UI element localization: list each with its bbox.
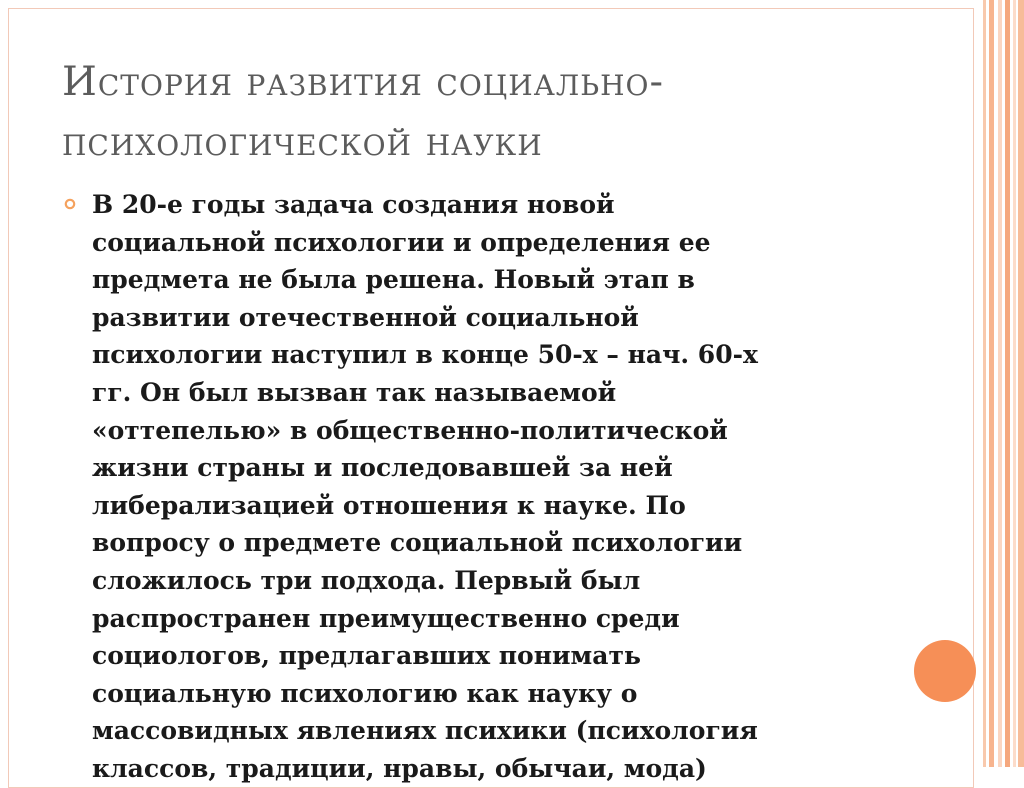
- orange-circle-icon: [914, 640, 976, 702]
- decorative-stripes: [976, 0, 1024, 767]
- bullet-paragraph: В 20-е годы задача создания новой социальной психологии и определения ее предмета не была решена. Новый этап в развитии отечественной социальной психологии наступил в конце 50-х – нач. 60-х гг. Он был вызван так называемой «оттепелью» в общественно-политической жизни страны и последовавшей за ней либерализацией отношения к науке. По вопросу о предмете социальной психологии сложилось три подхода. Первый был распространен преимущественно среди социологов, предлагавших понимать социальную психологию как науку о массовидных явлениях психики (психология классов, традиции, нравы, обычаи, мода): [92, 190, 758, 783]
- slide-title: История развития социально- психологической науки: [62, 59, 664, 165]
- ring-bullet-icon: [64, 198, 76, 210]
